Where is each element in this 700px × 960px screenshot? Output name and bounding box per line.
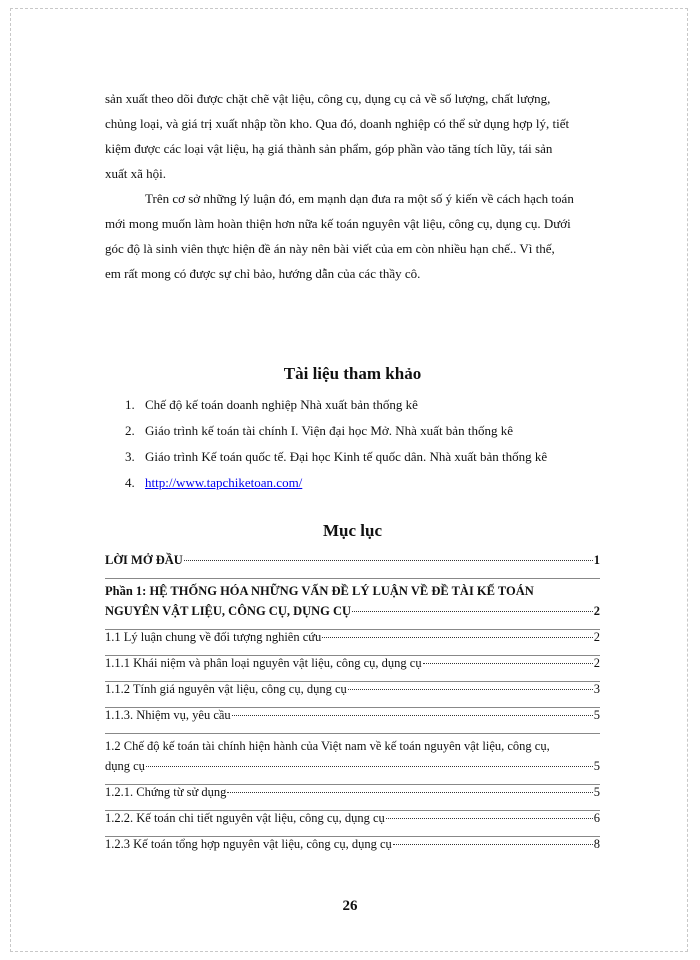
toc-entry[interactable]: 1.1.3. Nhiệm vụ, yêu cầu 5 xyxy=(105,708,600,722)
reference-item: 4. http://www.tapchiketoan.com/ xyxy=(125,475,303,490)
intro-section xyxy=(105,86,600,286)
intro-line: xuất xã hội. xyxy=(105,166,167,181)
toc-entry[interactable]: LỜI MỞ ĐẦU 1 xyxy=(105,553,600,567)
reference-item: 2. Giáo trình kế toán tài chính I. Viện đại học Mở. Nhà xuất bản thống kê xyxy=(125,423,513,438)
references-list xyxy=(125,392,595,496)
toc-entry[interactable]: 1.2.3 Kế toán tổng hợp nguyên vật liệu, công cụ, dụng cụ 8 xyxy=(105,837,600,851)
intro-paragraph-2 xyxy=(105,186,600,286)
intro-line: em rất mong có được sự chỉ bảo, hướng dẫn của các thầy cô. xyxy=(105,266,421,281)
intro-paragraph-1 xyxy=(105,86,600,186)
toc-entry[interactable]: dụng cụ 5 xyxy=(105,759,600,773)
intro-line: sản xuất theo dõi được chặt chẽ vật liệu, công cụ, dụng cụ cả về số lượng, chất lượng, xyxy=(105,91,551,106)
table-of-contents xyxy=(105,553,600,862)
references-title: Tài liệu tham khảo xyxy=(283,364,422,383)
intro-line: góc độ là sinh viên thực hiện đề án này nên bài viết của em còn nhiều hạn chế.. Vì thế, xyxy=(105,241,555,256)
toc-entry[interactable]: 1.2.1. Chứng từ sử dụng 5 xyxy=(105,785,600,799)
toc-title: Mục lục xyxy=(322,521,383,540)
reference-item: 3. Giáo trình Kế toán quốc tế. Đại học Kinh tế quốc dân. Nhà xuất bản thống kê xyxy=(125,449,548,464)
intro-line: kiệm được các loại vật liệu, hạ giá thành sản phẩm, góp phần vào tăng tích lũy, tái sản xyxy=(105,141,553,156)
reference-link[interactable]: http://www.tapchiketoan.com/ xyxy=(145,475,303,490)
page-number: 26 xyxy=(342,898,358,914)
toc-entry-line: Phần 1: HỆ THỐNG HÓA NHỮNG VẤN ĐỀ LÝ LUẬN VỀ ĐỀ TÀI KẾ TOÁN xyxy=(105,584,534,598)
intro-line: chủng loại, và giá trị xuất nhập tồn kho. Qua đó, doanh nghiệp có thể sử dụng hợp lý, tiết xyxy=(105,116,570,131)
toc-entry-line: 1.2 Chế độ kế toán tài chính hiện hành của Việt nam về kế toán nguyên vật liệu, công cụ, xyxy=(105,739,550,753)
toc-entry[interactable]: 1.1.1 Khái niệm và phân loại nguyên vật liệu, công cụ, dụng cụ 2 xyxy=(105,656,600,670)
intro-line: Trên cơ sở những lý luận đó, em mạnh dạn đưa ra một số ý kiến về cách hạch toán xyxy=(145,191,574,206)
toc-entry[interactable]: 1.2.2. Kế toán chi tiết nguyên vật liệu, công cụ, dụng cụ 6 xyxy=(105,811,600,825)
intro-line: mới mong muốn làm hoàn thiện hơn nữa kế toán nguyên vật liệu, công cụ, dụng cụ. Dưới xyxy=(105,216,571,231)
toc-entry[interactable]: NGUYÊN VẬT LIỆU, CÔNG CỤ, DỤNG CỤ 2 xyxy=(105,604,600,618)
toc-entry[interactable]: 1.1 Lý luận chung về đối tượng nghiên cứu 2 xyxy=(105,630,600,644)
reference-item: 1. Chế độ kế toán doanh nghiệp Nhà xuất bản thống kê xyxy=(125,397,418,412)
toc-entry[interactable]: 1.1.2 Tính giá nguyên vật liệu, công cụ, dụng cụ 3 xyxy=(105,682,600,696)
